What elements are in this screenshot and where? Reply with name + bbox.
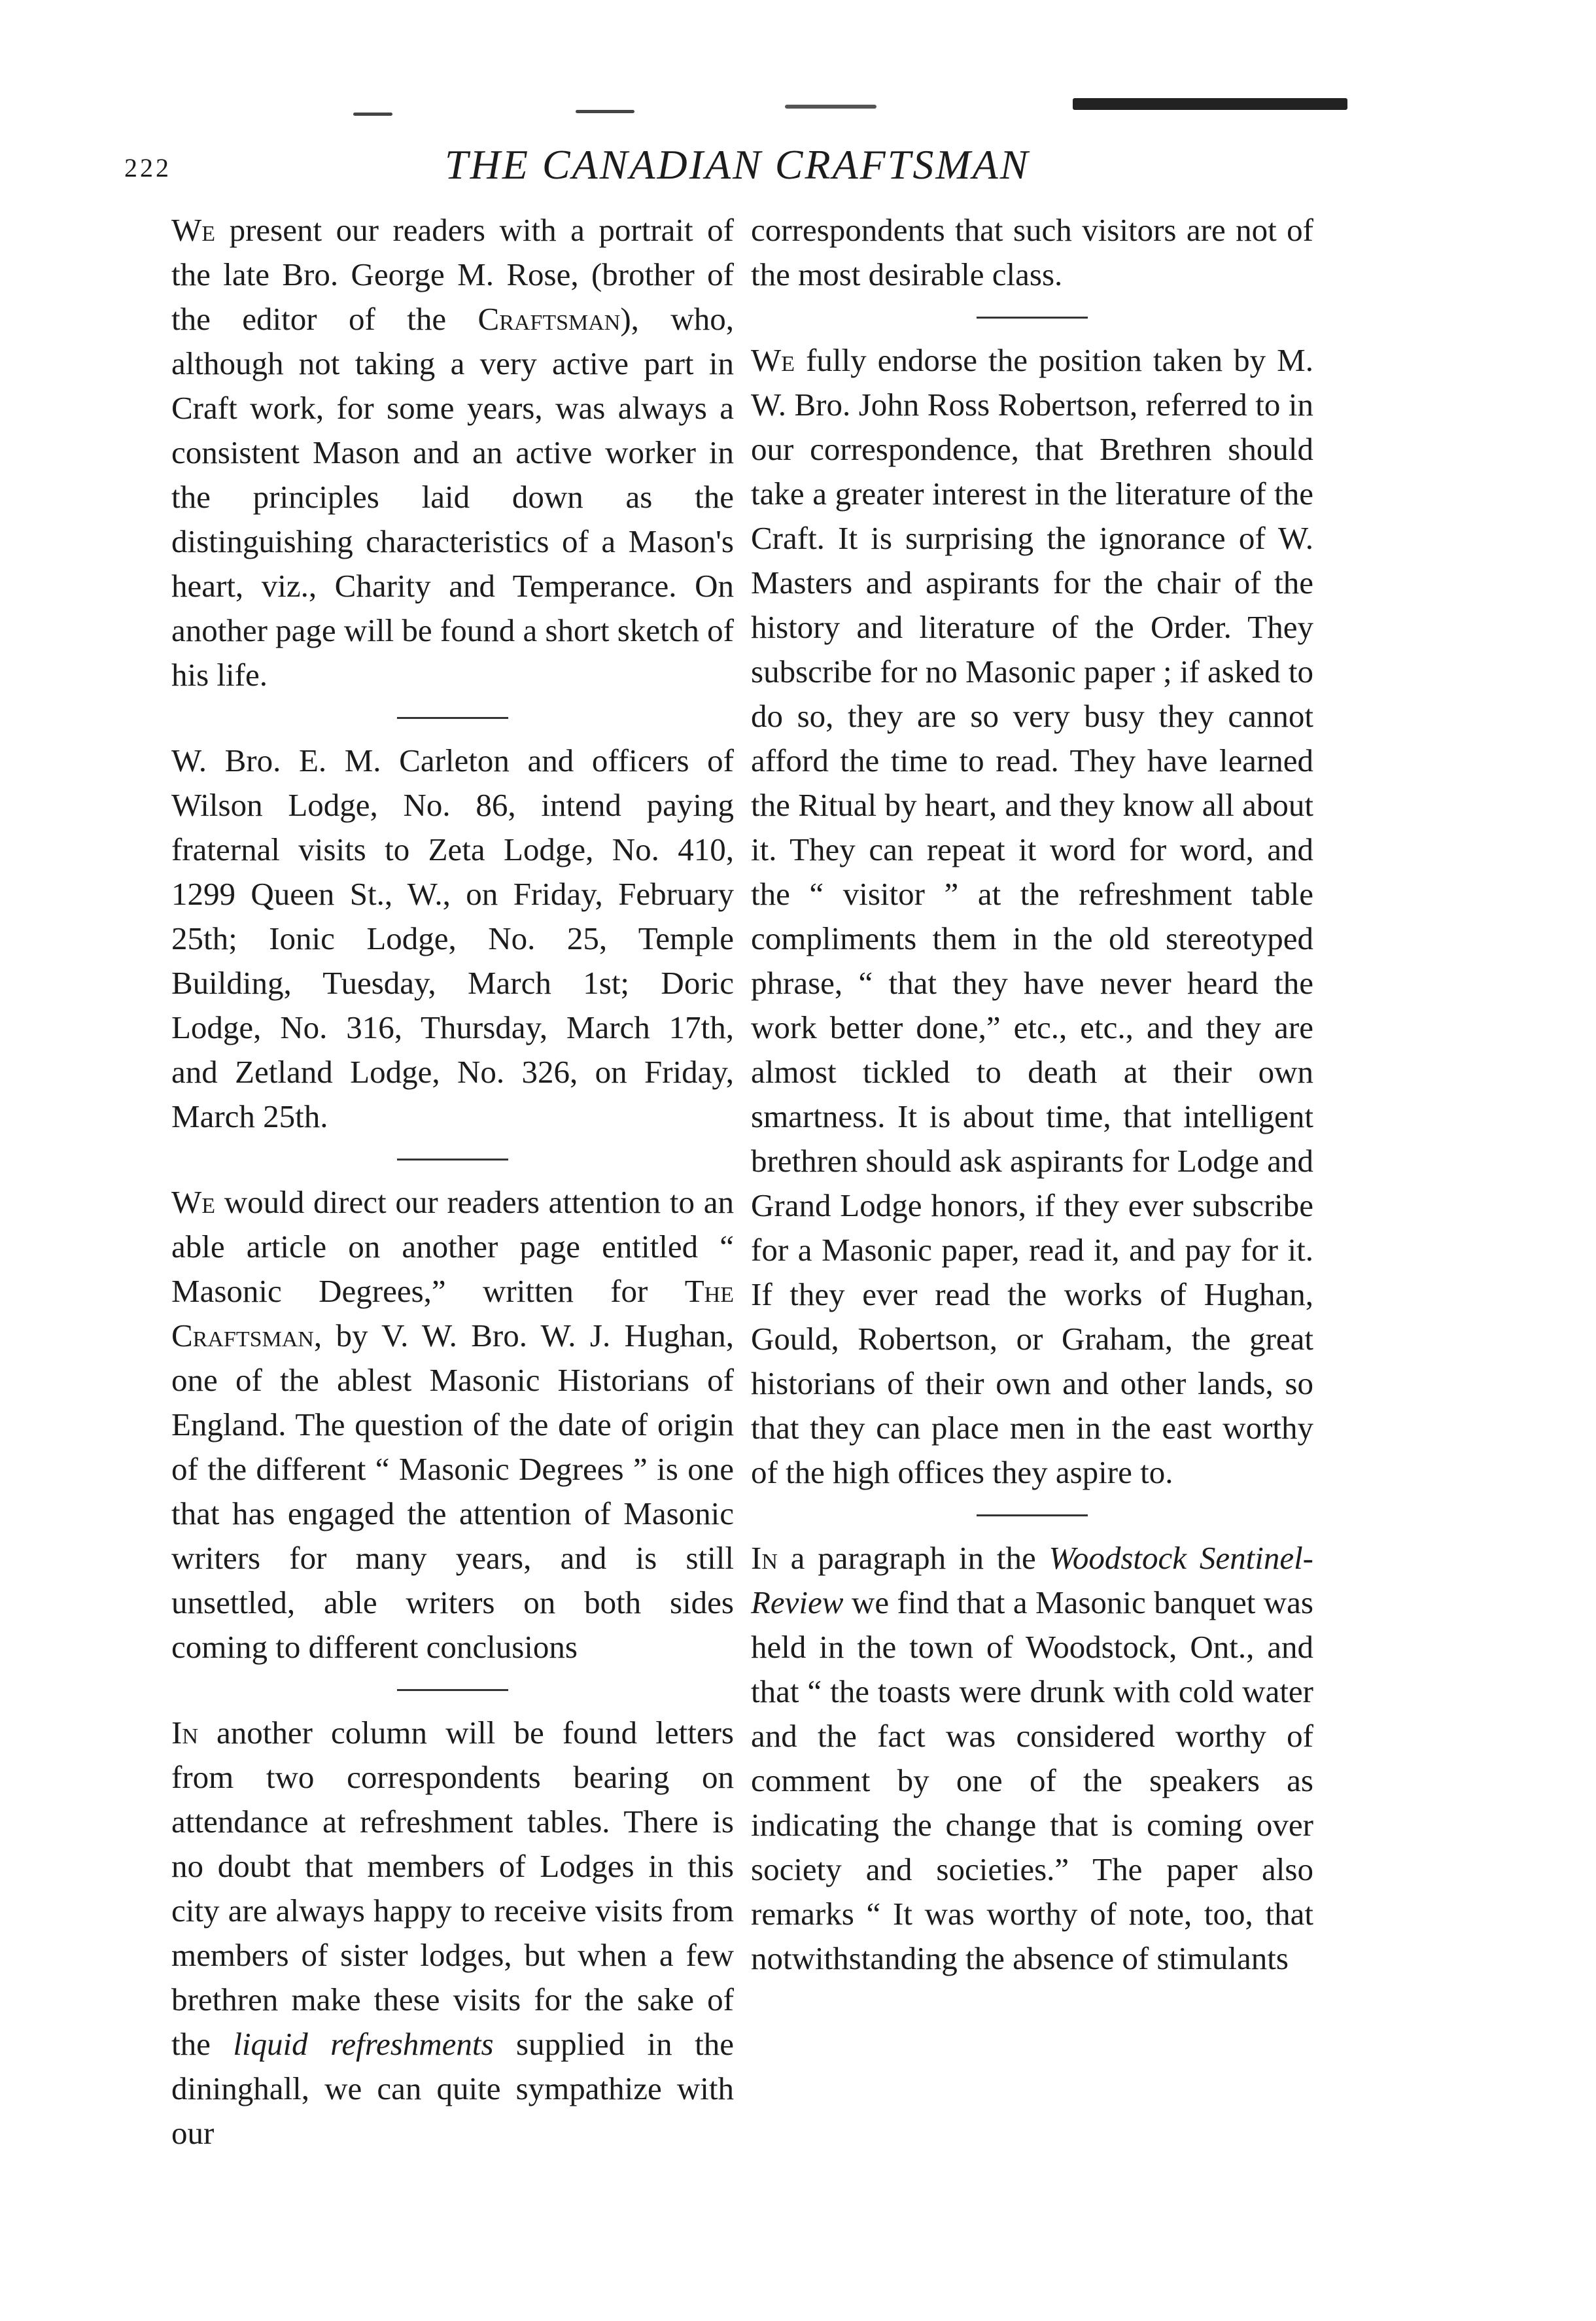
- paragraph-text: present our readers with a portrait of the late Bro. George M. Rose, (brother of the editor of the: [171, 212, 734, 337]
- paragraph-masonic-degrees: [171, 1180, 734, 1669]
- publication-name: Craftsman: [477, 301, 621, 337]
- lead-word: In: [171, 1715, 198, 1751]
- paragraph-text: supplied in the dininghall, we can quite sympathize with our: [171, 2026, 734, 2151]
- newspaper-name: Woodstock Sentinel-Review: [751, 1540, 1313, 1620]
- section-separator: [397, 1689, 508, 1691]
- paragraph-craft-literature: [751, 338, 1313, 1495]
- right-column: [751, 208, 1313, 1981]
- paragraph-text: ), who, although not taking a very active part in Craft work, for some years, was always a consistent Mason and an active worker in the principles laid down as the distinguishing characteristics of a Mason's heart, viz., Charity and Temperance. On another page will be found a short sketch of his life.: [171, 301, 734, 693]
- paragraph-text: we find that a Masonic banquet was held in the town of Woodstock, Ont., and that “ the toasts were drunk with cold water and the fact was considered worthy of comment by one of the speakers as indicating the change that is coming over society and societies.” The paper also remarks “ It was worthy of note, too, that notwithstanding the absence of stimulants: [751, 1584, 1313, 1976]
- left-column: [171, 208, 734, 2155]
- page-number: 222: [124, 153, 171, 183]
- running-title: THE CANADIAN CRAFTSMAN: [445, 141, 1030, 188]
- section-separator: [977, 1514, 1088, 1516]
- paragraph-woodstock-banquet: [751, 1536, 1313, 1981]
- section-separator: [397, 717, 508, 719]
- ink-smudge-decoration: [785, 105, 876, 109]
- publication-name: The Craftsman: [171, 1273, 734, 1353]
- paragraph-text: fully endorse the position taken by M. W. Bro. John Ross Robertson, referred to in our correspondence, that Brethren should take a greater interest in the literature of the Craft. It is surprising the ignorance of W. Masters and aspirants for the chair of the history and literature of the Order. They subscribe for no Masonic paper ; if asked to do so, they are so very busy they cannot afford the time to read. They have learned the Ritual by heart, and they know all about it. They can repeat it word for word, and the “ visitor ” at the refreshment table compliments them in the old stereotyped phrase, “ that they have never heard the work better done,” etc., etc., and they are almost tickled to death at their own smartness. It is about time, that intelligent brethren should ask aspirants for Lodge and Grand Lodge honors, if they ever subscribe for a Masonic paper, read it, and pay for it. If they ever read the works of Hughan, Gould, Robertson, or Graham, the great historians of their own and other lands, so that they can place men in the east worthy of the high offices they aspire to.: [751, 342, 1313, 1490]
- section-separator: [397, 1159, 508, 1160]
- page-header: [124, 141, 1472, 200]
- paragraph-text: a paragraph in the: [777, 1540, 1049, 1576]
- ink-smudge-decoration: [576, 110, 634, 113]
- paragraph-portrait-notice: [171, 208, 734, 697]
- lead-word: In: [751, 1540, 778, 1576]
- paragraph-text: would direct our readers attention to an able article on another page entitled “ Masonic Degrees,” written for: [171, 1184, 734, 1309]
- paragraph-lodge-visits: W. Bro. E. M. Carleton and officers of Wilson Lodge, No. 86, intend paying fraternal visits to Zeta Lodge, No. 410, 1299 Queen St., W., on Friday, February 25th; Ionic Lodge, No. 25, Temple Building, Tuesday, March 1st; Doric Lodge, No. 316, Thursday, March 17th, and Zetland Lodge, No. 326, on Friday, March 25th.: [171, 742, 734, 1134]
- ink-smudge-decoration: [1073, 98, 1347, 110]
- paragraph-continuation: correspondents that such visitors are not of the most desirable class.: [751, 212, 1313, 292]
- paragraph-text: , by V. W. Bro. W. J. Hughan, one of the ablest Masonic Historians of England. The question of the date of origin of the different “ Masonic Degrees ” is one that has engaged the attention of Masonic writers for many years, and is still unsettled, able writers on both sides coming to different conclusions: [171, 1318, 734, 1665]
- emphasis-text: liquid refreshments: [233, 2026, 494, 2062]
- section-separator: [977, 317, 1088, 319]
- lead-word: We: [171, 1184, 216, 1220]
- paragraph-refreshment-letters: [171, 1711, 734, 2155]
- lead-word: We: [171, 212, 216, 248]
- ink-smudge-decoration: [353, 113, 392, 116]
- paragraph-text: another column will be found letters from two correspondents bearing on attendance at refreshment tables. There is no doubt that members of Lodges in this city are always happy to receive visits from members of sister lodges, but when a few brethren make these visits for the sake of the: [171, 1715, 734, 2062]
- lead-word: We: [751, 342, 795, 378]
